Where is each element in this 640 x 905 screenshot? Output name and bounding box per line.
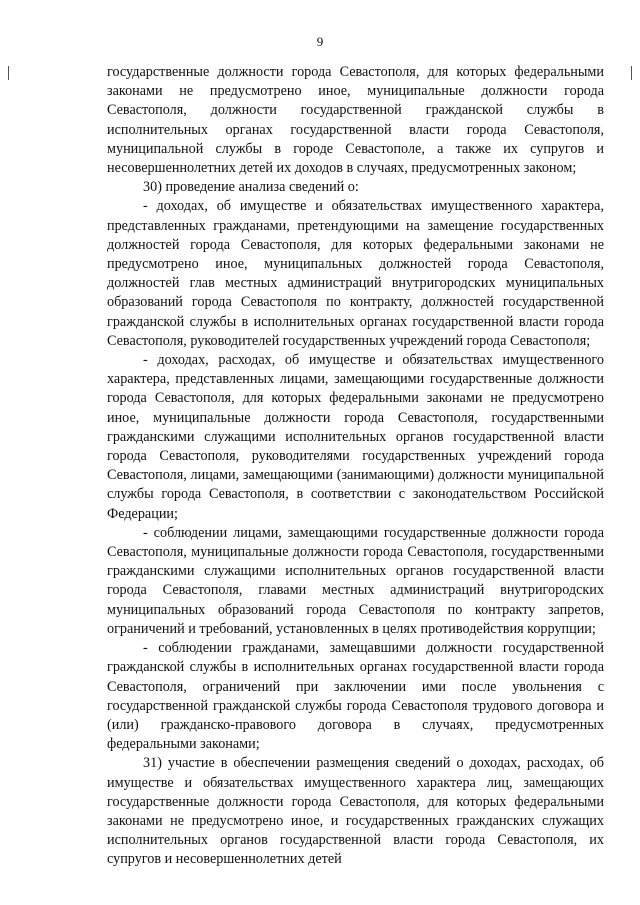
paragraph-compliance-former: - соблюдении гражданами, замещавшими должности государственной гражданской службы в исполнительных органах государственной власти города Севастополя, ограничений при заключении ими после увольнения с государственной гражданской службы города Севастополя трудового договора и (или) гражданско-правового договора в случаях, предусмотренных федеральными законами; [107,640,604,753]
document-body [107,63,604,870]
paragraph-item-30: 30) проведение анализа сведений о: [143,179,359,196]
paragraph-income-officials: - доходах, расходах, об имуществе и обязательствах имущественного характера, представленных лицами, замещающими государственные должности города Севастополя, для которых федеральными законами не предусмотрено иное, муниципальные должности города Севастополя, государственными гражданскими служащими исполнительных органов государственной власти города Севастополя, руководителями государственных учреждений города Севастополя, лицами, замещающими (занимающими) должности муниципальной службы города Севастополя, в соответствии с законодательством Российской Федерации; [107,352,604,522]
paragraph-continuation: государственные должности города Севастополя, для которых федеральными законами не предусмотрено иное, муниципальные должности города Севастополя, должности государственной гражданской службы в исполнительных органах государственной власти города Севастополя, муниципальной службы в городе Севастополе, а также их супругов и несовершеннолетних детей их доходов в случаях, предусмотренных законом; [107,64,604,177]
paragraph-income-candidates: - доходах, об имуществе и обязательствах имущественного характера, представленных гражданами, претендующими на замещение государственных должностей города Севастополя, для которых федеральными законами не предусмотрено иное, муниципальных должностей города Севастополя, должностей глав местных администраций внутригородских муниципальных образований города Севастополя по контракту, должностей государственной гражданской службы в исполнительных органах государственной власти города Севастополя, руководителей государственных учреждений города Севастополя; [107,198,604,349]
page-number: 9 [316,34,324,49]
paragraph-compliance-officials: - соблюдении лицами, замещающими государственные должности города Севастополя, муниципальные должности города Севастополя, государственными гражданскими служащими исполнительных органов государственной власти города Севастополя, главами местных администраций внутригородских муниципальных образований города Севастополя по контракту запретов, ограничений и требований, установленных в целях противодействия коррупции; [107,524,604,637]
scan-edge-mark-left [8,66,9,80]
scan-edge-mark-right [631,66,632,80]
paragraph-item-31: 31) участие в обеспечении размещения сведений о доходах, расходах, об имуществе и обязательствах имущественного характера лиц, замещающих государственные должности города Севастополя, для которых федеральными законами не предусмотрено иное, и государственных гражданских служащих исполнительных органов государственной власти города Севастополя, их супругов и несовершеннолетних детей [107,755,604,868]
